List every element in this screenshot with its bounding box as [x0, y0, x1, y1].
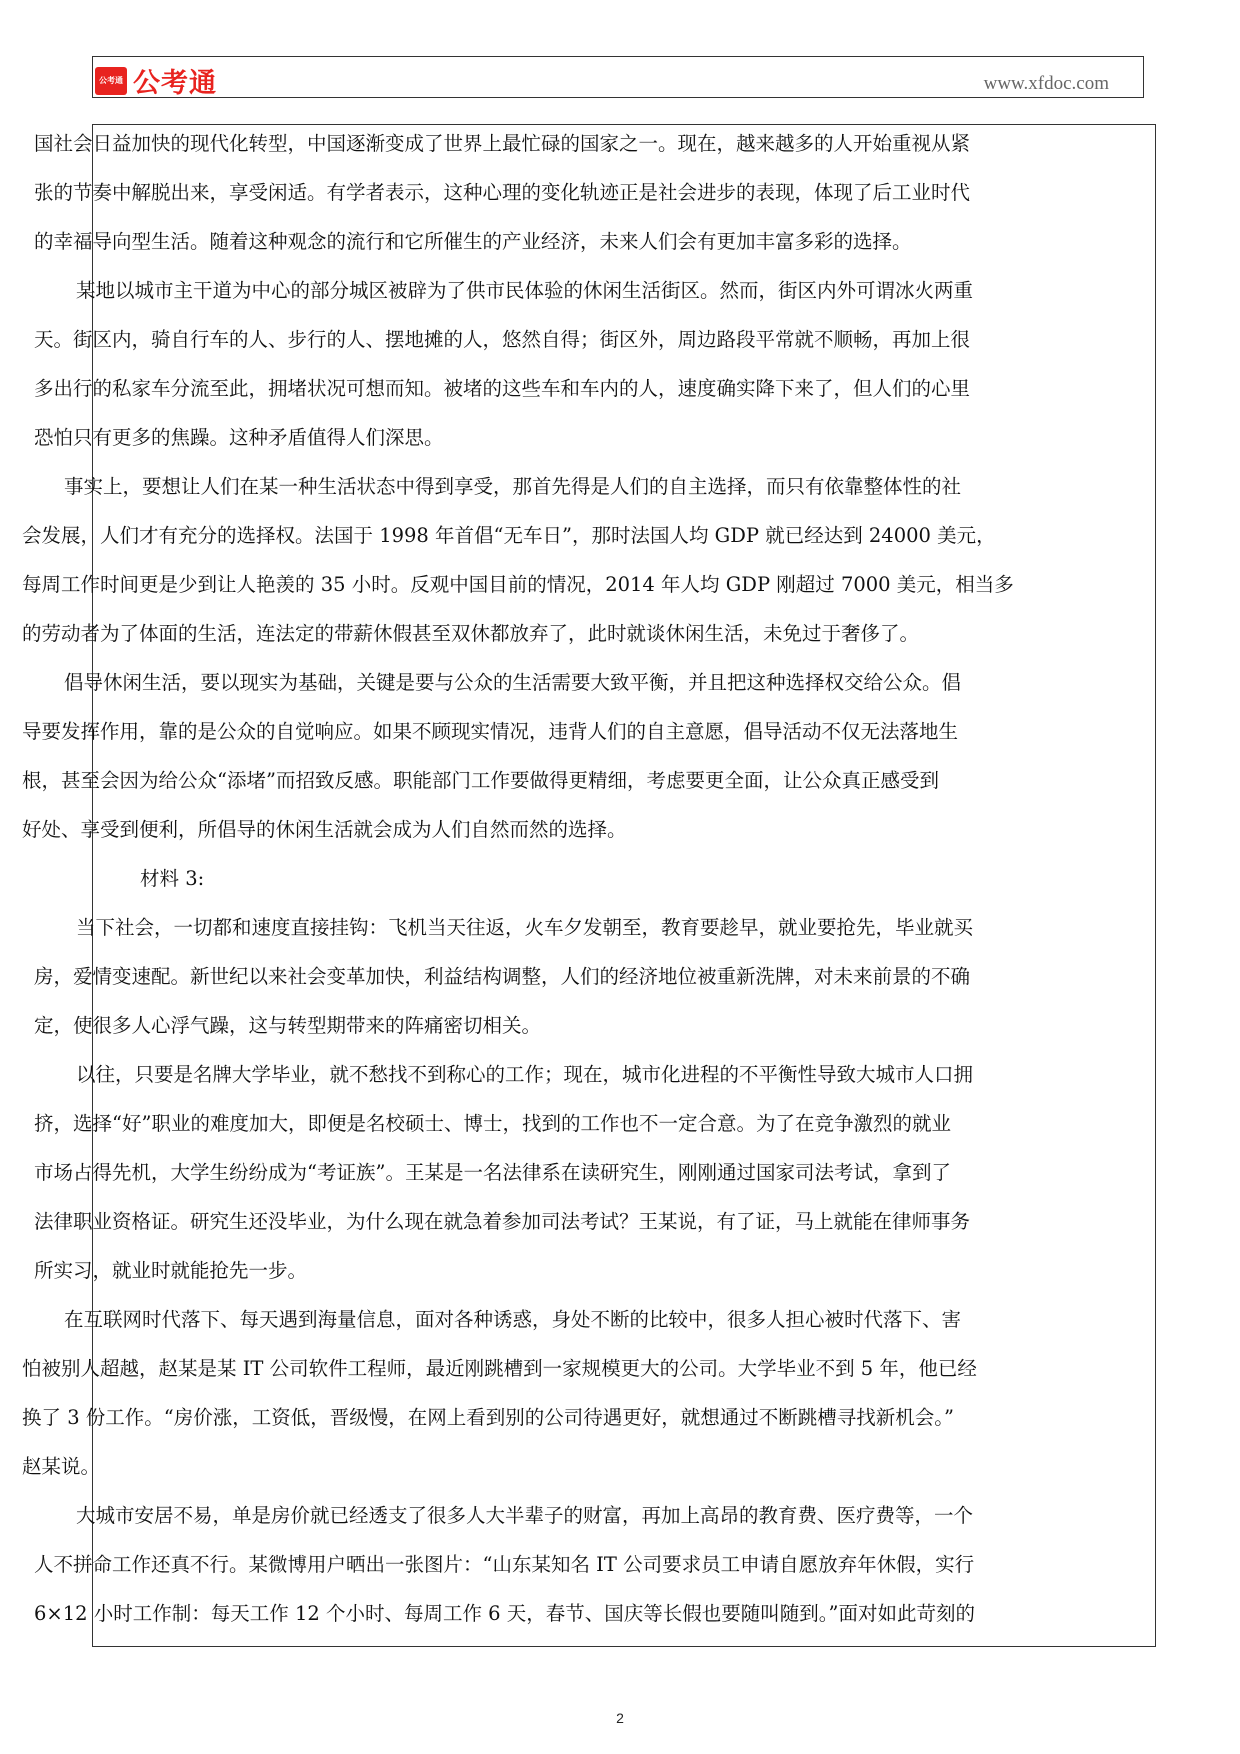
text-line: 换了 3 份工作。“房价涨，工资低，晋级慢，在网上看到别的公司待遇更好，就想通过不断跳槽寻找新机会。” — [22, 1406, 954, 1429]
text-line: 好处、享受到便利，所倡导的休闲生活就会成为人们自然而然的选择。 — [22, 818, 627, 841]
text-line: 倡导休闲生活，要以现实为基础，关键是要与公众的生活需要大致平衡，并且把这种选择权交给公众。倡 — [64, 671, 962, 694]
text-line: 的幸福导向型生活。随着这种观念的流行和它所催生的产业经济，未来人们会有更加丰富多彩的选择。 — [34, 230, 912, 253]
text-line: 6×12 小时工作制：每天工作 12 个小时、每周工作 6 天，春节、国庆等长假也要随叫随到。”面对如此苛刻的 — [34, 1602, 975, 1625]
text-line: 每周工作时间更是少到让人艳羡的 35 小时。反观中国目前的情况，2014 年人均 GDP 刚超过 7000 美元，相当多 — [22, 573, 1014, 596]
text-line: 恐怕只有更多的焦躁。这种矛盾值得人们深思。 — [34, 426, 444, 449]
text-line: 当下社会，一切都和速度直接挂钩：飞机当天往返，火车夕发朝至，教育要趁早，就业要抢先，毕业就买 — [76, 916, 974, 939]
text-line: 房，爱情变速配。新世纪以来社会变革加快，利益结构调整，人们的经济地位被重新洗牌，对未来前景的不确 — [34, 965, 971, 988]
site-url: www.xfdoc.com — [983, 73, 1109, 94]
logo-text: 公考通 — [133, 68, 217, 99]
text-line: 赵某说。 — [22, 1455, 101, 1478]
text-line: 定，使很多人心浮气躁，这与转型期带来的阵痛密切相关。 — [34, 1014, 542, 1037]
site-logo — [95, 61, 217, 100]
page-header — [92, 56, 1144, 98]
text-line: 事实上，要想让人们在某一种生活状态中得到享受，那首先得是人们的自主选择，而只有依靠整体性的社 — [64, 475, 962, 498]
logo-icon: 公考通 — [95, 67, 127, 95]
page-number: 2 — [616, 1710, 624, 1726]
text-line: 市场占得先机，大学生纷纷成为“考证族”。王某是一名法律系在读研究生，刚刚通过国家司法考试，拿到了 — [34, 1161, 951, 1184]
text-line: 某地以城市主干道为中心的部分城区被辟为了供市民体验的休闲生活街区。然而，街区内外可谓冰火两重 — [76, 279, 974, 302]
text-line: 张的节奏中解脱出来，享受闲适。有学者表示，这种心理的变化轨迹正是社会进步的表现，体现了后工业时代 — [34, 181, 971, 204]
text-line: 人不拼命工作还真不行。某微博用户晒出一张图片：“山东某知名 IT 公司要求员工申请自愿放弃年休假，实行 — [34, 1553, 975, 1576]
text-line: 以往，只要是名牌大学毕业，就不愁找不到称心的工作；现在，城市化进程的不平衡性导致大城市人口拥 — [76, 1063, 974, 1086]
text-line: 怕被别人超越，赵某是某 IT 公司软件工程师，最近刚跳槽到一家规模更大的公司。大学毕业不到 5 年，他已经 — [22, 1357, 977, 1380]
text-line: 根，甚至会因为给公众“添堵”而招致反感。职能部门工作要做得更精细，考虑要更全面，让公众真正感受到 — [22, 769, 939, 792]
text-line: 天。街区内，骑自行车的人、步行的人、摆地摊的人，悠然自得；街区外，周边路段平常就不顺畅，再加上很 — [34, 328, 971, 351]
material-heading: 材料 3: — [140, 867, 205, 890]
text-line: 挤，选择“好”职业的难度加大，即便是名校硕士、博士，找到的工作也不一定合意。为了在竞争激烈的就业 — [34, 1112, 951, 1135]
text-line: 法律职业资格证。研究生还没毕业，为什么现在就急着参加司法考试？王某说，有了证，马上就能在律师事务 — [34, 1210, 971, 1233]
text-line: 大城市安居不易，单是房价就已经透支了很多人大半辈子的财富，再加上高昂的教育费、医疗费等，一个 — [76, 1504, 974, 1527]
text-line: 导要发挥作用，靠的是公众的自觉响应。如果不顾现实情况，违背人们的自主意愿，倡导活动不仅无法落地生 — [22, 720, 959, 743]
text-line: 的劳动者为了体面的生活，连法定的带薪休假甚至双休都放弃了，此时就谈休闲生活，未免过于奢侈了。 — [22, 622, 920, 645]
text-line: 会发展，人们才有充分的选择权。法国于 1998 年首倡“无车日”，那时法国人均 GDP 就已经达到 24000 美元， — [22, 524, 996, 547]
text-line: 国社会日益加快的现代化转型，中国逐渐变成了世界上最忙碌的国家之一。现在，越来越多的人开始重视从紧 — [34, 132, 971, 155]
text-line: 多出行的私家车分流至此，拥堵状况可想而知。被堵的这些车和车内的人，速度确实降下来了，但人们的心里 — [34, 377, 971, 400]
text-line: 所实习，就业时就能抢先一步。 — [34, 1259, 308, 1282]
text-line: 在互联网时代落下、每天遇到海量信息，面对各种诱惑，身处不断的比较中，很多人担心被时代落下、害 — [64, 1308, 962, 1331]
